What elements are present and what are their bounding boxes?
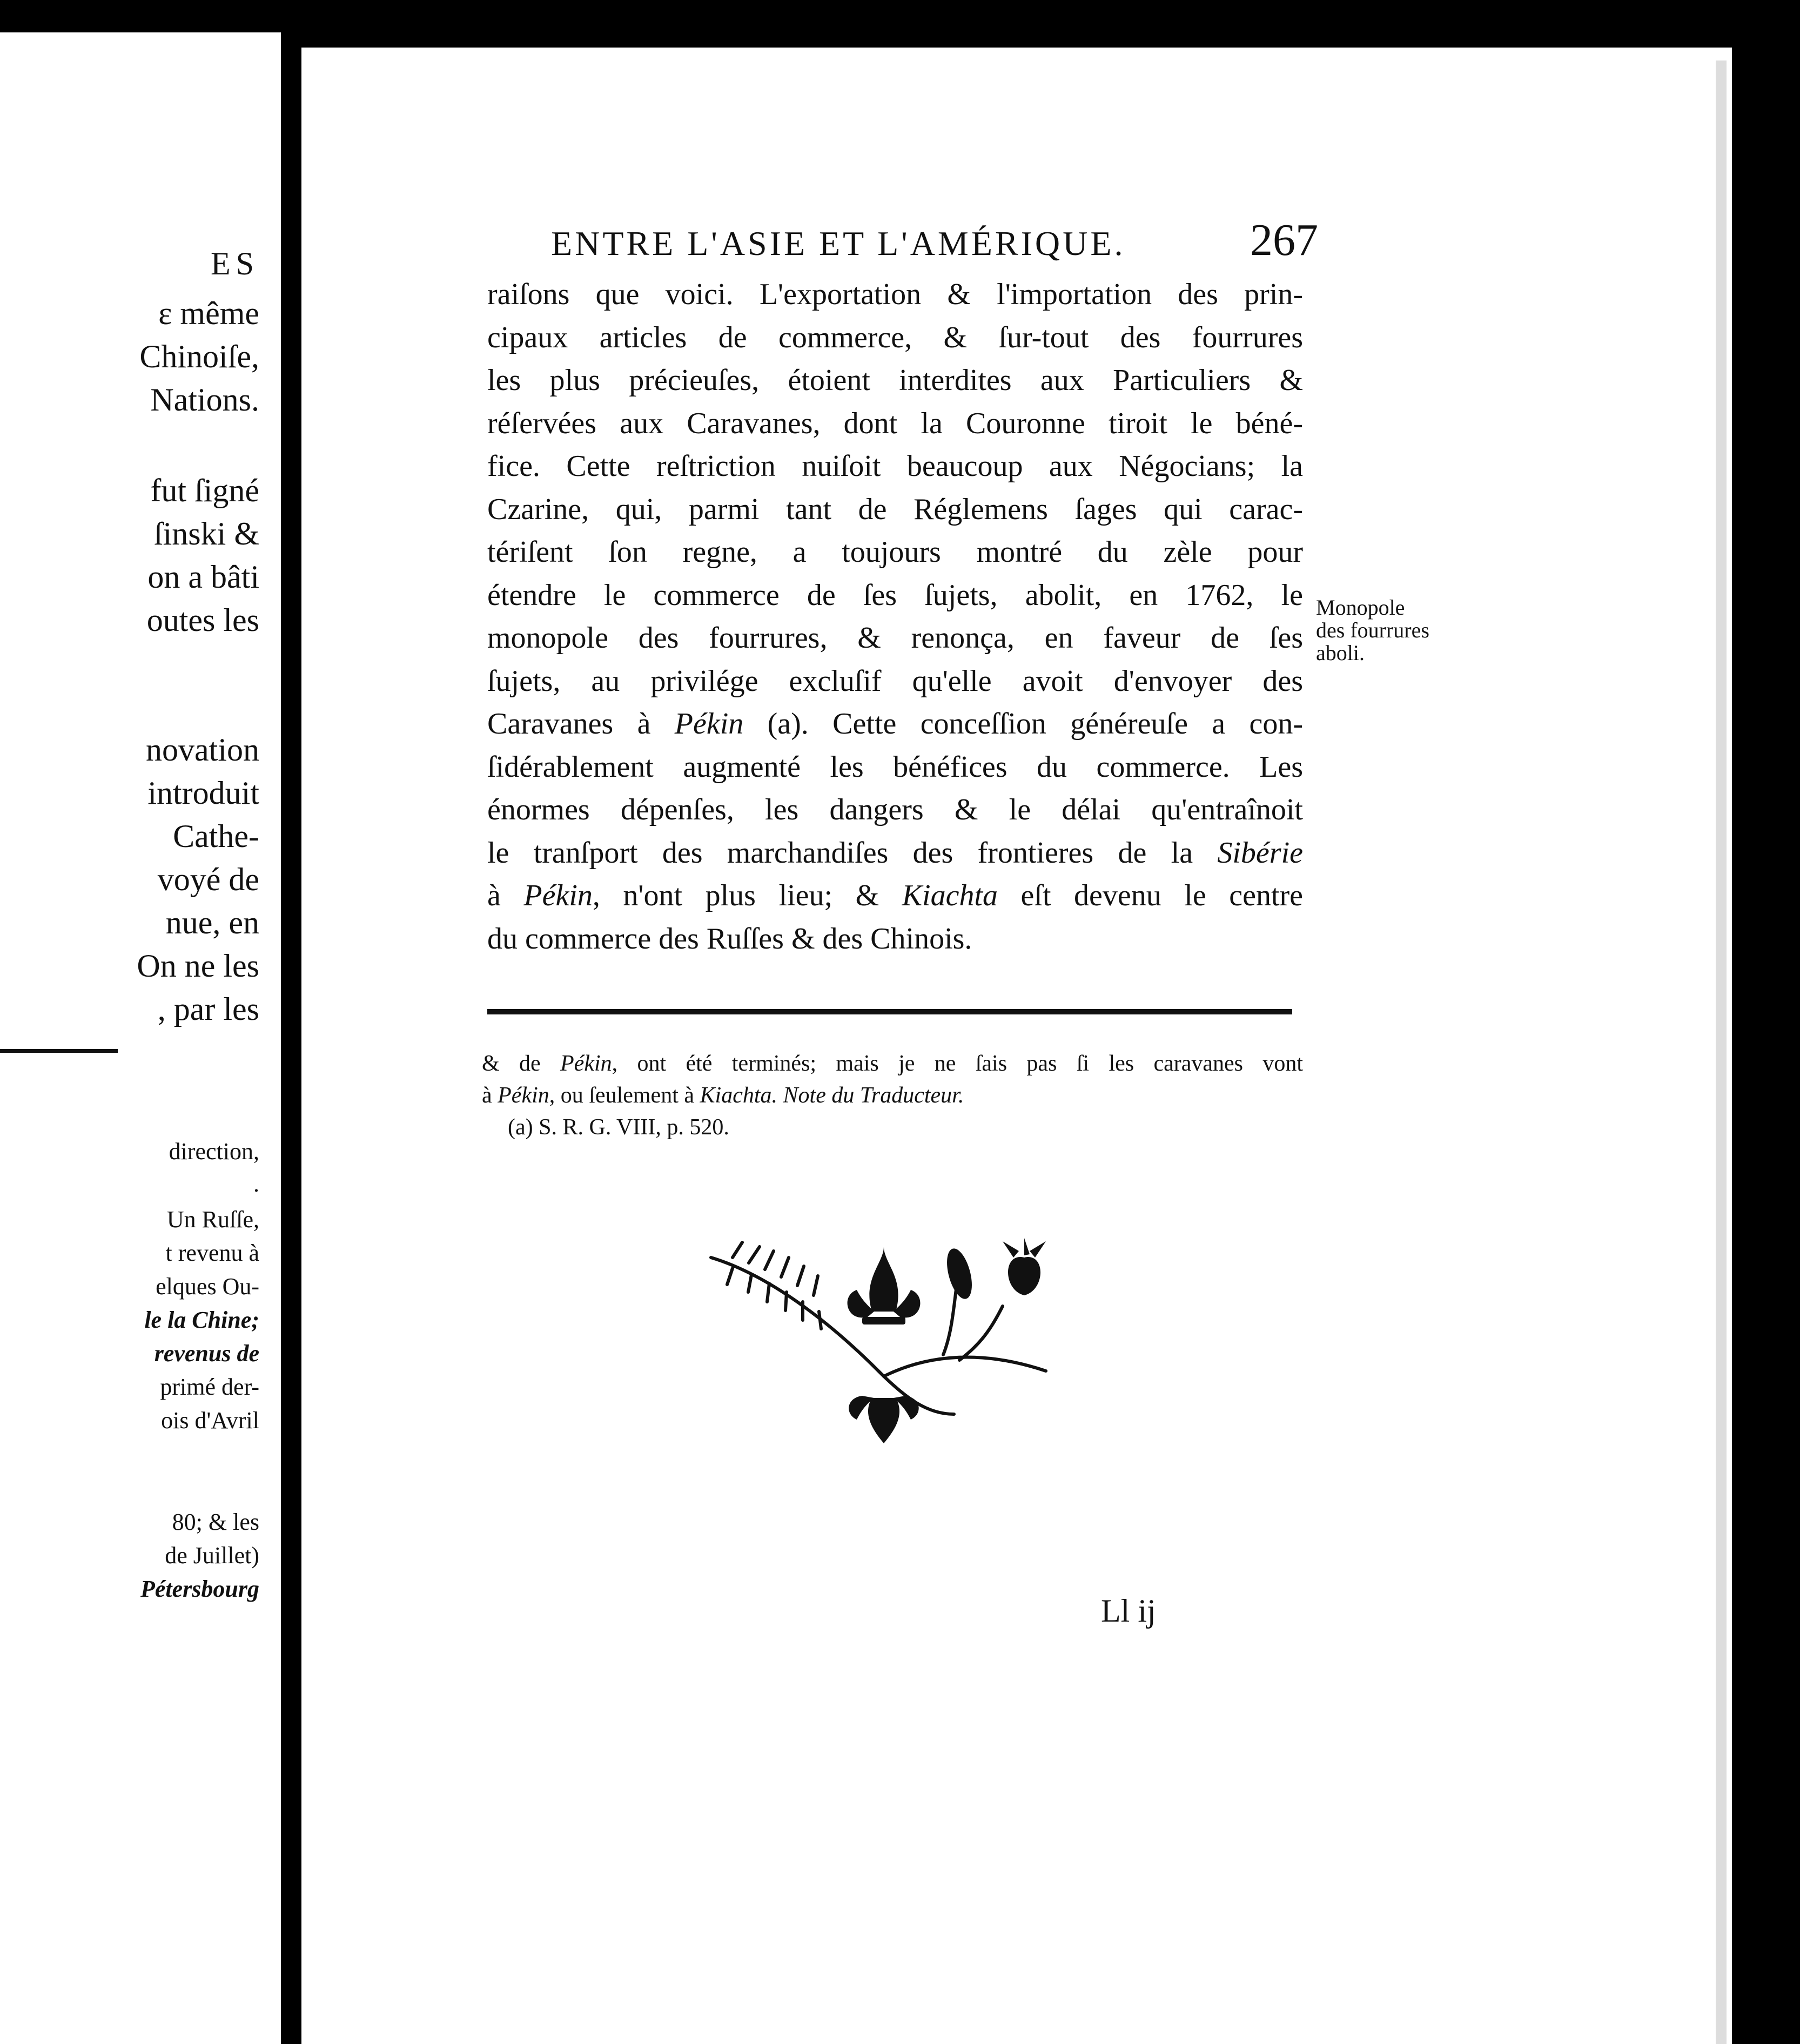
facing-page-line: Nations. [150,382,259,418]
footnote-line [482,1080,1303,1112]
text-span: Caravanes à [487,707,675,741]
place-name: Sibérie [1217,836,1303,870]
text-line: les plus précieuſes, étoient interdites aux Particuliers & [487,364,1303,397]
facing-page-line: ſinski & [153,516,259,552]
facing-page-note-line: Pétersbourg [140,1576,259,1602]
facing-page-note-line: le la Chine; [144,1307,259,1333]
text-line [487,703,1303,746]
text-line [487,832,1303,875]
facing-page-note-line: . [253,1171,259,1197]
facing-page-line: outes les [146,602,259,638]
running-head [551,214,1318,273]
facing-page-note-line: ois d'Avril [161,1407,259,1434]
text-line [487,875,1303,918]
floral-vignette [700,1236,1080,1443]
place-name: Pékin [523,879,593,912]
marginal-note-line: des fourrures [1316,618,1429,642]
facing-page-line: nue, en [165,905,259,940]
page-edge [1716,60,1727,2044]
facing-page-note-line: primé der- [160,1374,259,1400]
text-span: , ou ſeulement à [549,1083,700,1108]
place-name: Pékin [498,1083,549,1108]
text-line: tériſent ſon regne, a toujours montré du zèle pour [487,535,1303,569]
text-line: du commerce des Ruſſes & des Chinois. [487,922,972,956]
facing-page-rule [0,1049,118,1053]
facing-page-note-line: de Juillet) [165,1542,259,1569]
text-line: cipaux articles de commerce, & ſur-tout des fourrures [487,320,1303,354]
facing-page-line: fut ſigné [150,473,259,508]
running-title: ENTRE L'ASIE ET L'AMÉRIQUE. [551,224,1126,263]
footnote-rule [487,1009,1292,1014]
facing-page-note-line: t revenu à [165,1240,259,1266]
text-span: (a). Cette conceſſion généreuſe a con- [743,707,1303,741]
marginal-note-line: aboli. [1316,641,1365,665]
footnote-line [482,1048,1303,1080]
facing-page-line: Chinoiſe, [139,339,259,374]
facing-page-line: On ne les [137,948,259,984]
text-span: le tranſport des marchandiſes des frontieres de la [487,836,1218,870]
text-line: ſidérablement augmenté les bénéfices du commerce. Les [487,750,1303,784]
place-name: Pékin [674,707,744,741]
text-span: à [482,1083,498,1108]
text-span: à [487,879,524,912]
facing-page-note-line: revenus de [154,1340,259,1367]
text-span: , n'ont plus lieu; & [592,879,902,912]
marginal-note [1316,596,1462,664]
facing-page-line: Cathe- [173,818,259,854]
footnote-line: (a) S. R. G. VIII, p. 520. [508,1115,729,1140]
facing-page-note-line: elques Ou- [156,1273,259,1300]
facing-page-line: novation [146,732,259,768]
text-span: , ont été terminés; mais je ne ſais pas ſi les caravanes vont [612,1051,1304,1076]
facing-page-line: ɛ même [158,295,259,331]
place-name: Pékin [560,1051,612,1076]
footnotes [482,1048,1303,1144]
text-line: fice. Cette reſtriction nuiſoit beaucoup aux Négocians; la [487,449,1303,483]
facing-page-line: , par les [157,991,259,1027]
text-line: étendre le commerce de ſes ſujets, abolit, en 1762, le [487,578,1303,612]
body-text [487,273,1303,960]
place-name: Kiachta [902,879,998,912]
facing-page-note-line: direction, [169,1138,259,1165]
text-line: énormes dépenſes, les dangers & le délai qu'entraînoit [487,793,1303,826]
text-line: réſervées aux Caravanes, dont la Couronne tiroit le béné- [487,406,1303,440]
text-line: Czarine, qui, parmi tant de Réglemens ſages qui carac- [487,492,1303,526]
facing-page-line: introduit [147,775,259,811]
facing-page-line: ES [210,246,259,281]
marginal-note-line: Monopole [1316,595,1405,620]
page-number: 267 [1250,215,1318,265]
text-span: eſt devenu le centre [998,879,1304,912]
facing-page-line: voyé de [157,862,259,897]
translator-note: Kiachta. Note du Traducteur. [700,1083,964,1108]
facing-page-line: on a bâti [147,559,259,595]
facing-page-note-line: 80; & les [172,1509,259,1535]
signature-mark: Ll ij [1101,1593,1156,1629]
text-span: & de [482,1051,561,1076]
text-line: monopole des fourrures, & renonça, en faveur de ſes [487,621,1303,655]
facing-page-fragment [0,32,281,2044]
facing-page-note-line: Un Ruſſe, [166,1206,259,1233]
text-line: ſujets, au privilége excluſif qu'elle avoit d'envoyer des [487,664,1303,698]
text-line: raiſons que voici. L'exportation & l'importation des prin- [487,278,1303,311]
